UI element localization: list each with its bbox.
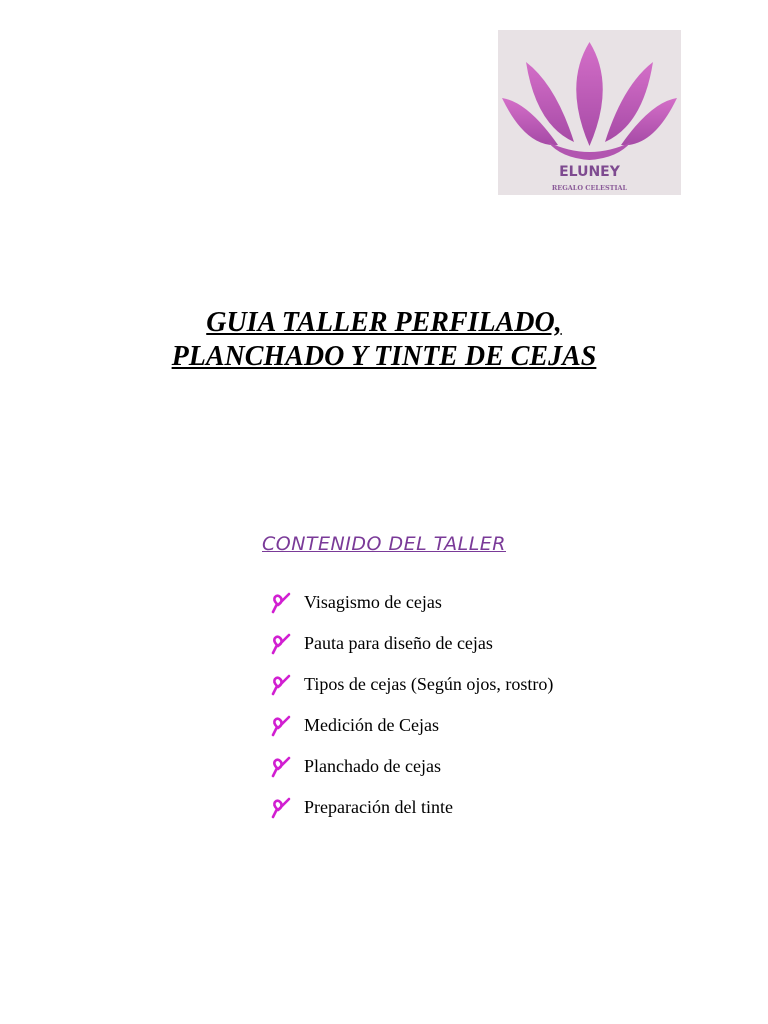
eluney-logo: [498, 30, 681, 195]
title-line-2: PLANCHADO Y TINTE DE CEJAS: [171, 341, 597, 372]
check-ribbon-icon: [268, 714, 292, 738]
check-ribbon-icon: [268, 755, 292, 779]
list-item: [268, 664, 553, 705]
list-item: [268, 705, 553, 746]
list-item: [268, 623, 553, 664]
lotus-icon: [498, 30, 681, 195]
list-item: [268, 746, 553, 787]
list-item: [268, 787, 553, 828]
topic-label: Pauta para diseño de cejas: [304, 633, 493, 653]
topic-label: Preparación del tinte: [304, 797, 453, 817]
topic-label: Medición de Cejas: [304, 715, 439, 735]
logo-tagline-text: REGALO CELESTIAL: [551, 184, 628, 192]
check-ribbon-icon: [268, 632, 292, 656]
topic-label: Tipos de cejas (Según ojos, rostro): [304, 674, 554, 694]
check-ribbon-icon: [268, 673, 292, 697]
check-ribbon-icon: [268, 591, 292, 615]
document-title: [0, 306, 768, 374]
check-ribbon-icon: [268, 796, 292, 820]
title-line-1: GUIA TALLER PERFILADO,: [206, 307, 562, 338]
contents-heading: CONTENIDO DEL TALLER: [262, 533, 506, 555]
logo-brand-text: ELUNEY: [559, 164, 620, 180]
topic-label: Visagismo de cejas: [304, 592, 442, 612]
topic-label: Planchado de cejas: [304, 756, 441, 776]
list-item: [268, 582, 553, 623]
topic-list: [268, 582, 553, 828]
